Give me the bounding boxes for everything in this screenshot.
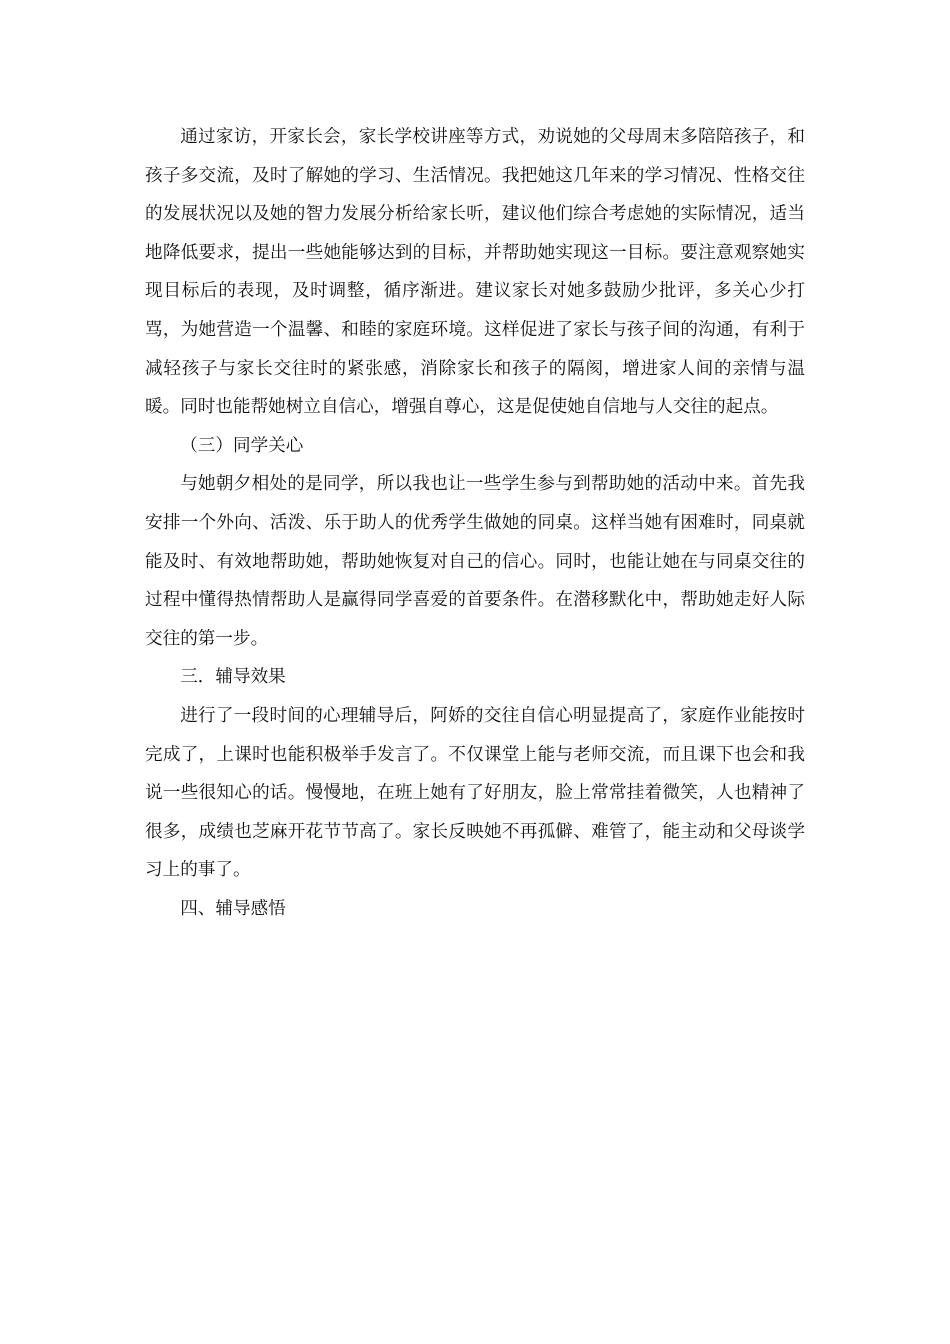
section-heading-counseling-effect: 三．辅导效果 — [180, 667, 286, 688]
paragraph-counseling-effect: 进行了一段时间的心理辅导后，阿娇的交往自信心明显提高了，家庭作业能按时完成了，上课时也能积极举手发言了。不仅课堂上能与老师交流，而且课下也会和我说一些很知心的话。慢慢地，在班上她有了好朋友，脸上常常挂着微笑，人也精神了很多，成绩也芝麻开花节节高了。家长反映她不再孤僻、难管了，能主动和父母谈学习上的事了。 — [145, 705, 805, 881]
section-heading-counseling-insights: 四、辅导感悟 — [180, 898, 286, 919]
paragraph-home-visit: 通过家访，开家长会，家长学校讲座等方式，劝说她的父母周末多陪陪孩子，和孩子多交流，及时了解她的学习、生活情况。我把她这几年来的学习情况、性格交往的发展状况以及她的智力发展分析给家长听，建议他们综合考虑她的实际情况，适当地降低要求，提出一些她能够达到的目标，并帮助她实现这一目标。要注意观察她实现目标后的表现，及时调整，循序渐进。建议家长对她多鼓励少批评，多关心少打骂，为她营造一个温馨、和睦的家庭环境。这样促进了家长与孩子间的沟通，有利于减轻孩子与家长交往时的紧张感，消除家长和孩子的隔阂，增进家人间的亲情与温暖。同时也能帮她树立自信心，增强自尊心，这是促使她自信地与人交往的起点。 — [145, 127, 805, 418]
document-body — [145, 118, 805, 928]
paragraph-classmate-help: 与她朝夕相处的是同学，所以我也让一些学生参与到帮助她的活动中来。首先我安排一个外向、活泼、乐于助人的优秀学生做她的同桌。这样当她有困难时，同桌就能及时、有效地帮助她，帮助她恢复对自己的信心。同时，也能让她在与同桌交往的过程中懂得热情帮助人是赢得同学喜爱的首要条件。在潜移默化中，帮助她走好人际交往的第一步。 — [145, 474, 805, 649]
section-heading-classmate-care: （三）同学关心 — [180, 435, 304, 456]
